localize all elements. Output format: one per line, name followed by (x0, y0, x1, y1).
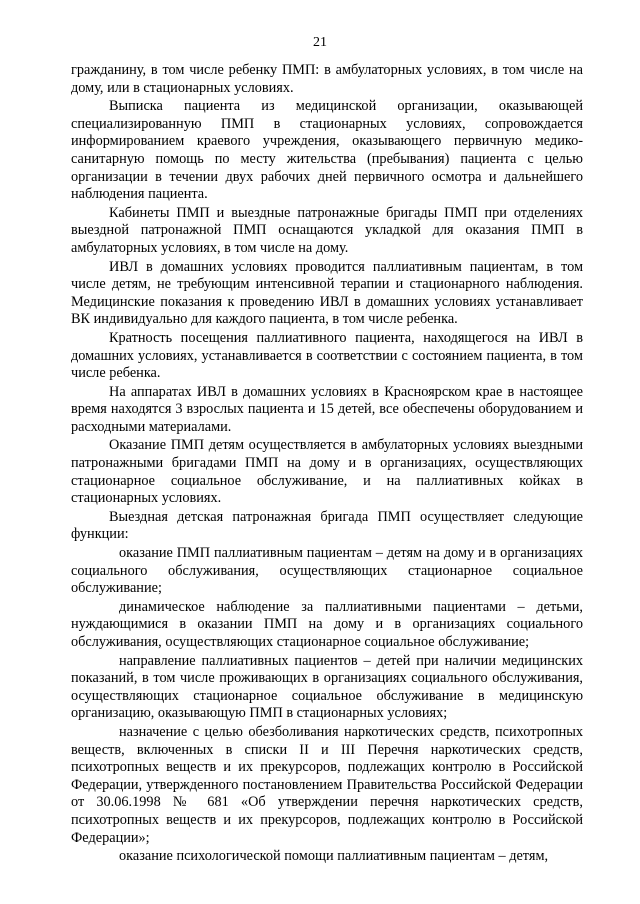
list-item-psychological-help: оказание психологической помощи паллиативным пациентам – детям, (119, 848, 549, 865)
page-body (71, 62, 583, 866)
page-number: 21 (313, 35, 327, 50)
paragraph-home-ventilation: ИВЛ в домашних условиях проводится паллиативным пациентам, в том числе детям, не требующим интенсивной терапии и стационарного наблюдения. Медицинские показания к проведению ИВЛ в домашних условиях устанавливает ВК индивидуально для каждого пациента, в том числе ребенка. (71, 258, 583, 328)
paragraph-offices-equipment: Кабинеты ПМП и выездные патронажные бригады ПМП при отделениях выездной патронажной ПМП оснащаются укладкой для оказания ПМП в амбулаторных условиях, в том числе на дому. (71, 204, 583, 256)
list-item-pain-relief: назначение с целью обезболивания наркотических средств, психотропных веществ, включенных в списки II и III Перечня наркотических средств, психотропных веществ и их прекурсоров, подлежащих контролю в Российской Федерации, утвержденного постановлением Правительства Российской Федерации от 30.06.1998 № 681 «Об утверждении перечня наркотических средств, психотропных веществ и их прекурсоров, подлежащих контролю в Российской Федерации»; (71, 723, 583, 846)
paragraph-visit-frequency: Кратность посещения паллиативного пациента, находящегося на ИВЛ в домашних условиях, устанавливается в соответствии с состоянием пациента, в том числе ребенка. (71, 329, 583, 382)
list-item-monitoring: динамическое наблюдение за паллиативными пациентами – детьми, нуждающимися в оказании ПМП на дому и в организациях социального обслуживания, осуществляющих стационарное социальное обслуживание; (71, 598, 583, 650)
list-item-provision: оказание ПМП паллиативным пациентам – детям на дому и в организациях социального обслуживания, осуществляющих стационарное социальное обслуживание; (71, 545, 583, 597)
paragraph-ventilator-patients: На аппаратах ИВЛ в домашних условиях в Красноярском крае в настоящее время находятся 3 взрослых пациента и 15 детей, все обеспечены оборудованием и расходными материалами. (71, 383, 583, 435)
paragraph-team-functions-intro: Выездная детская патронажная бригада ПМП осуществляет следующие функции: (71, 508, 583, 543)
paragraph-children-care: Оказание ПМП детям осуществляется в амбулаторных условиях выездными патронажными бригадами ПМП на дому и в организациях, осуществляющих стационарное социальное обслуживание, и на паллиативных койках в стационарных условиях. (71, 437, 583, 507)
paragraph-discharge: Выписка пациента из медицинской организации, оказывающей специализированную ПМП в стационарных условиях, сопровождается информированием краевого учреждения, оказывающего первичную медико-санитарную помощь по месту жительства (пребывания) пациента с целью организации в течении двух рабочих дней первичного осмотра и дальнейшего наблюдения пациента. (71, 98, 583, 203)
list-item-referral: направление паллиативных пациентов – детей при наличии медицинских показаний, в том числе проживающих в организациях социального обслуживания, осуществляющих стационарное социальное обслуживание в медицинскую организацию, оказывающую ПМП в стационарных условиях; (71, 652, 583, 722)
paragraph-continuation: гражданину, в том числе ребенку ПМП: в амбулаторных условиях, в том числе на дому, или в стационарных условиях. (71, 62, 583, 96)
